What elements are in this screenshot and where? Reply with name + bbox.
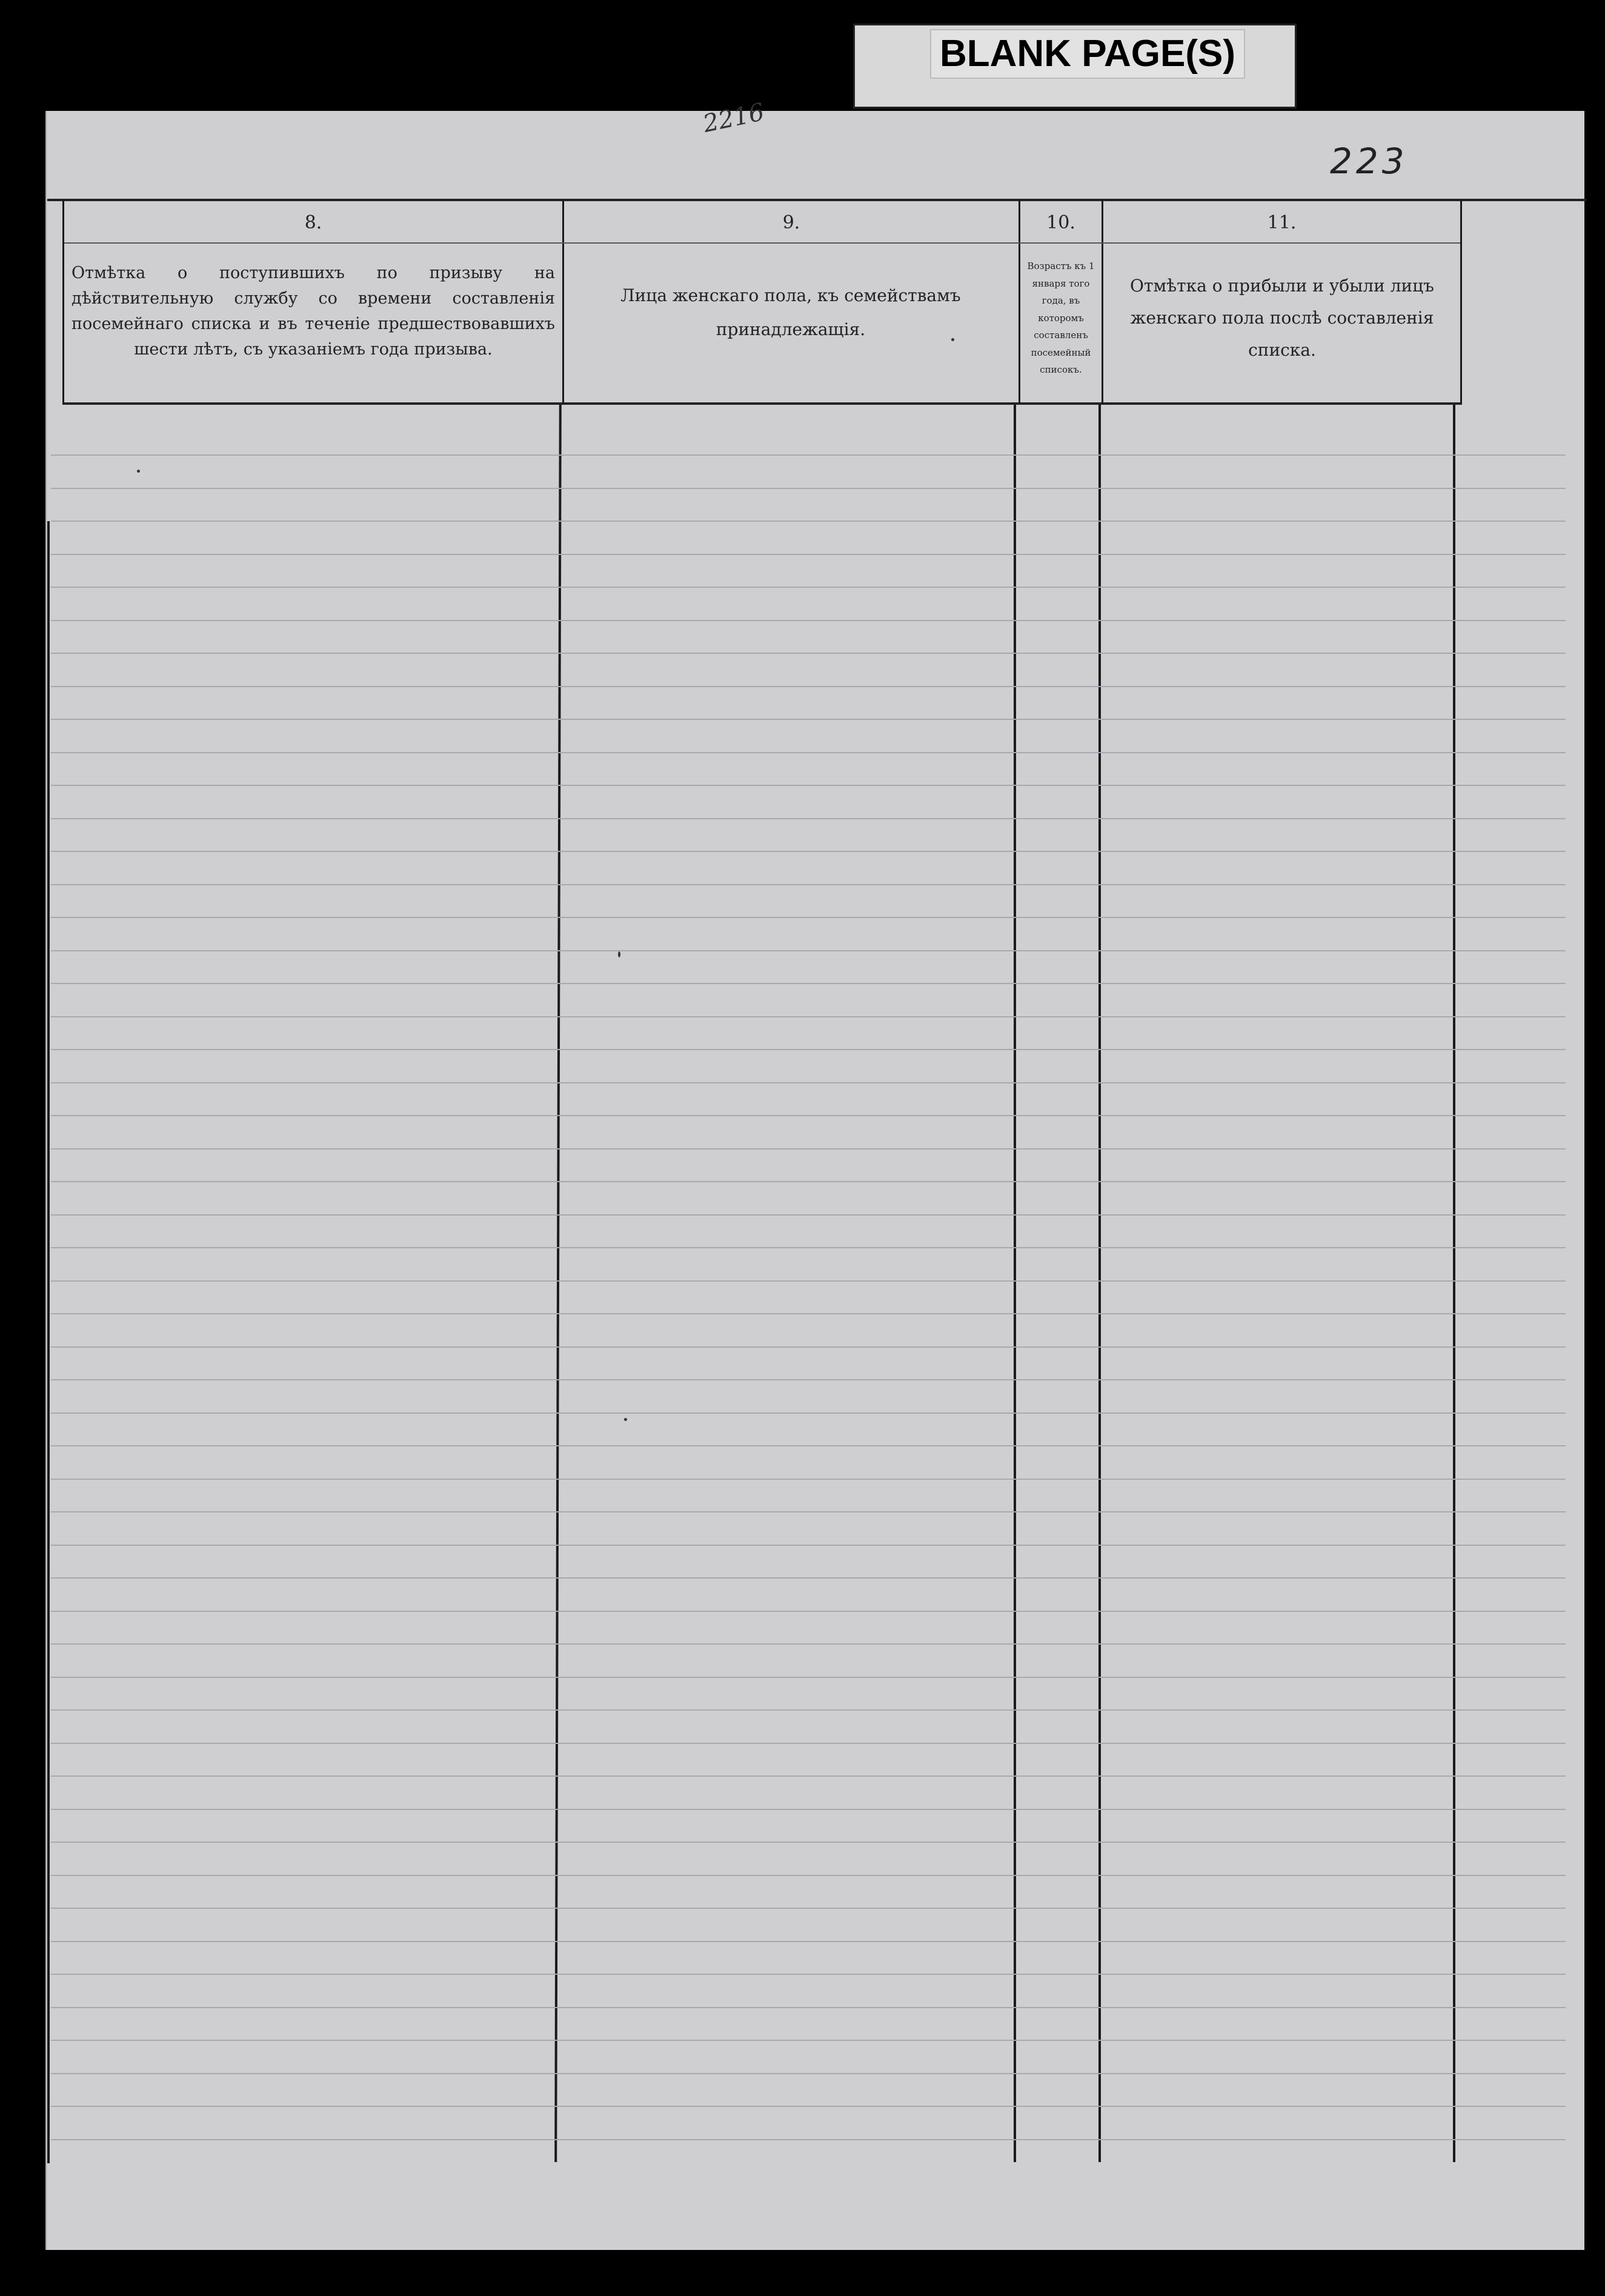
ruled-line [51, 1413, 1566, 1414]
ruled-line [51, 1941, 1566, 1942]
ink-speck [618, 951, 620, 957]
ruled-line [51, 554, 1566, 555]
ruled-line [51, 1974, 1566, 1975]
ruled-line [51, 587, 1566, 588]
ruled-line [51, 1247, 1566, 1248]
table-top-border [47, 199, 1586, 201]
ledger-sheet [45, 111, 1584, 2250]
ruled-line [51, 785, 1566, 786]
ruled-line [51, 1346, 1566, 1348]
number-row-divider [64, 242, 1460, 244]
col-divider-10-11 [1098, 405, 1101, 2162]
ruled-line [51, 1908, 1566, 1909]
ruled-line [51, 454, 1566, 456]
ruled-line [51, 2106, 1566, 2107]
col-11-number: 11. [1267, 212, 1297, 233]
margin-line-left [47, 521, 50, 2163]
ruled-line [51, 620, 1566, 621]
ruled-line [51, 1677, 1566, 1678]
ink-speck [951, 338, 954, 341]
ruled-line [51, 950, 1566, 951]
ruled-line [51, 752, 1566, 753]
ruled-line [51, 686, 1566, 687]
ruled-line [51, 1445, 1566, 1446]
ruled-line [51, 488, 1566, 489]
ruled-line [51, 1643, 1566, 1645]
ruled-line [51, 1313, 1566, 1314]
ruled-line [51, 653, 1566, 654]
header-bottom-border [62, 402, 1462, 405]
ruled-line [51, 1709, 1566, 1711]
ruled-line [51, 1016, 1566, 1017]
ruled-line [51, 1115, 1566, 1116]
ruled-line [51, 1842, 1566, 1843]
ruled-line [51, 851, 1566, 852]
blank-page-stamp: BLANK PAGE(S) [930, 29, 1245, 79]
ruled-line [51, 1181, 1566, 1182]
ruled-line [51, 1479, 1566, 1480]
ruled-line [51, 2139, 1566, 2140]
ruled-line [51, 1545, 1566, 1546]
ruled-line [51, 983, 1566, 984]
ruled-line [51, 1049, 1566, 1050]
col-10-number: 10. [1046, 212, 1075, 233]
col-10-heading: Возрастъ къ 1 января того года, въ которомъ составленъ посемейный списокъ. [1027, 261, 1095, 375]
col-divider-9-10 [1014, 405, 1016, 2162]
ruled-line [51, 1775, 1566, 1777]
ruled-line [51, 1082, 1566, 1083]
ink-speck [137, 470, 140, 473]
page-number: 223 [1330, 141, 1408, 182]
ruled-line [51, 1809, 1566, 1810]
ruled-line [51, 1148, 1566, 1150]
ruled-line [51, 1280, 1566, 1282]
ruled-line [51, 2040, 1566, 2041]
col-right-border-head [1460, 200, 1462, 404]
ruled-line [51, 521, 1566, 522]
archive-mark: 2216 [700, 98, 767, 139]
ruled-line [51, 917, 1566, 918]
col-8-number: 8. [304, 212, 322, 233]
ruled-line [51, 1611, 1566, 1612]
ruled-line [51, 1379, 1566, 1380]
ruled-line [51, 1214, 1566, 1216]
col-11-heading: Отмѣтка о прибыли и убыли лицъ женскаго пола послѣ составленія списка. [1130, 276, 1434, 361]
ruled-line [51, 1577, 1566, 1579]
ruled-line [51, 818, 1566, 819]
ink-speck [624, 1418, 627, 1421]
ruled-line [51, 1875, 1566, 1876]
ruled-line [51, 719, 1566, 720]
col-9-heading: Лица женскаго пола, къ семействамъ принадлежащія. [620, 285, 961, 339]
col-8-heading: Отмѣтка о поступившихъ по призыву на дѣйствительную службу со времени составленія посемейнаго списка и въ теченіе предшествовавшихъ шести лѣтъ, съ указаніемъ года призыва. [71, 264, 555, 359]
ruled-line [51, 884, 1566, 885]
ruled-line [51, 1743, 1566, 1744]
ruled-line [51, 2007, 1566, 2008]
ruled-line [51, 1511, 1566, 1512]
ruled-line [51, 2073, 1566, 2074]
col-right-border [1453, 405, 1455, 2162]
col-9-number: 9. [782, 212, 800, 233]
